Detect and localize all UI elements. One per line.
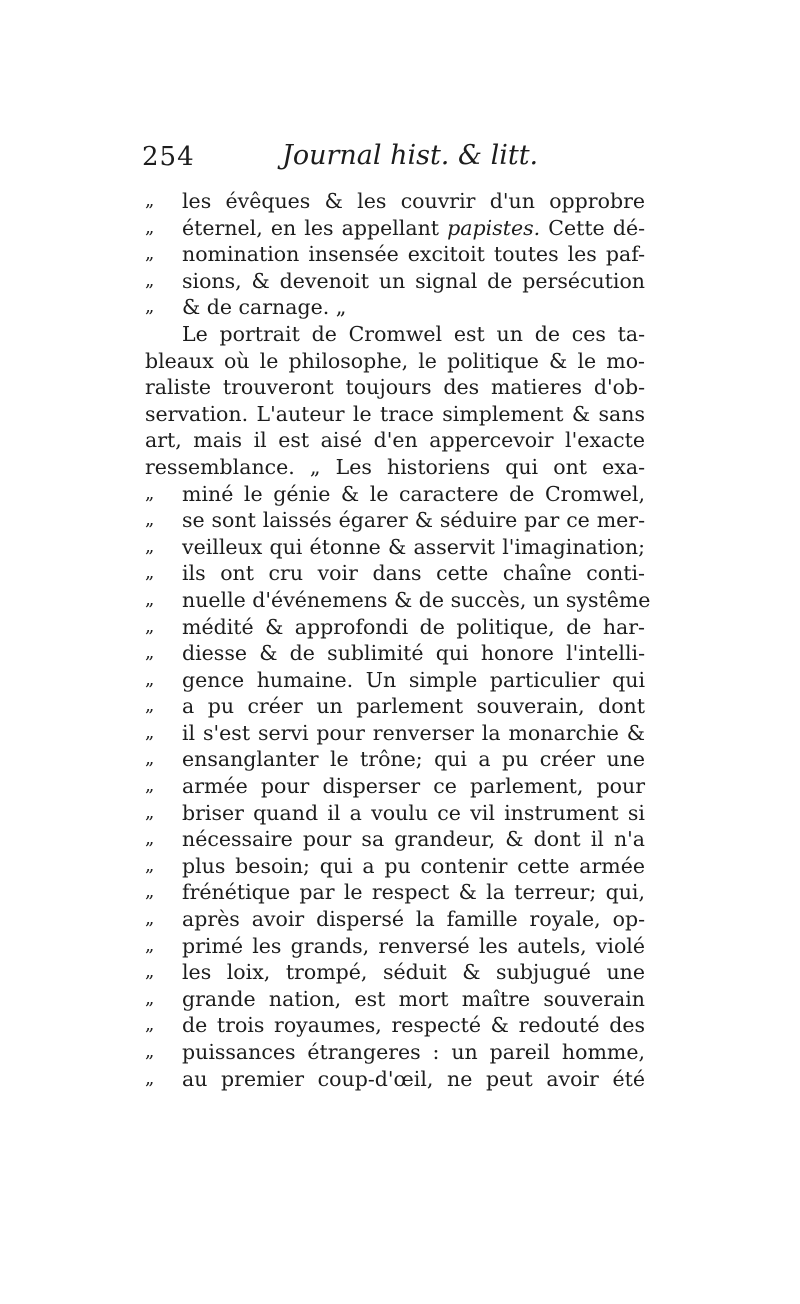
quote-mark: „ [145, 562, 155, 584]
line-text: diesse & de sublimité qui honore l'intelli- [182, 641, 645, 666]
quote-mark: „ [145, 775, 155, 797]
line-text: servation. L'auteur le trace simplement & sans [145, 401, 645, 426]
quote-mark: „ [145, 509, 155, 531]
line-text: éternel, en les appellant papistes. Cette dé- [182, 215, 645, 240]
quote-mark: „ [145, 801, 155, 823]
quote-mark: „ [145, 854, 155, 876]
text-line [145, 720, 645, 747]
text-line [145, 348, 645, 375]
text-line [145, 481, 645, 508]
text-line [145, 401, 645, 428]
quote-mark: „ [145, 828, 155, 850]
quote-mark: „ [145, 908, 155, 930]
quote-mark: „ [145, 269, 155, 291]
line-text: puissances étrangeres : un pareil homme, [182, 1040, 645, 1064]
text-line [145, 294, 645, 321]
text-line [145, 879, 645, 906]
quote-mark: „ [145, 721, 155, 743]
line-text: veilleux qui étonne & asservit l'imagination; [182, 534, 645, 559]
line-text: art, mais il est aisé d'en appercevoir l'exacte [145, 428, 645, 453]
line-text: au premier coup-d'œil, ne peut avoir été [182, 1066, 645, 1091]
quote-mark: „ [145, 748, 155, 770]
line-text: ressemblance. „ Les historiens qui ont exa- [145, 454, 645, 479]
line-text: se sont laissés égarer & séduire par ce mer- [182, 508, 645, 533]
text-line [145, 241, 645, 268]
text-line [145, 667, 645, 694]
text-line [145, 587, 651, 614]
quote-mark: „ [145, 296, 155, 318]
quote-mark: „ [145, 482, 155, 504]
text-line [145, 959, 645, 986]
text-line [145, 1012, 645, 1039]
line-text: a pu créer un parlement souverain, dont [182, 694, 645, 719]
line-text: raliste trouveront toujours des matieres d'ob- [145, 375, 645, 400]
line-text: primé les grands, renversé les autels, violé [182, 933, 645, 958]
text-line [145, 534, 645, 561]
line-text: les loix, trompé, séduit & subjugué une [182, 960, 645, 985]
text-line [145, 640, 645, 667]
line-text: nuelle d'événemens & de succès, un systême [182, 587, 651, 612]
quote-mark: „ [145, 243, 155, 265]
line-text: médité & approfondi de politique, de har- [182, 614, 645, 639]
quote-mark: „ [145, 216, 155, 238]
quote-mark: „ [145, 1014, 155, 1036]
text-line [145, 614, 645, 641]
line-text: après avoir dispersé la famille royale, op- [182, 907, 645, 932]
line-text: plus besoin; qui a pu contenir cette armée [182, 853, 645, 878]
line-text: briser quand il a voulu ce vil instrument si [182, 800, 645, 825]
text-line [145, 188, 645, 215]
line-text: de trois royaumes, respecté & redouté des [182, 1013, 645, 1038]
line-text: nomination insensée excitoit toutes les paf- [182, 242, 645, 267]
line-text: frénétique par le respect & la terreur; qui, [182, 880, 645, 905]
text-line [145, 374, 645, 401]
quote-mark: „ [145, 987, 155, 1009]
line-text: gence humaine. Un simple particulier qui [182, 667, 645, 692]
page-header [142, 140, 602, 180]
quote-mark: „ [145, 535, 155, 557]
page-number: 254 [142, 142, 195, 172]
line-text: Le portrait de Cromwel est un de ces ta- [182, 321, 645, 346]
line-text: sions, & devenoit un signal de persécution [182, 268, 645, 293]
text-line [145, 1066, 645, 1093]
text-line [145, 560, 645, 587]
running-head: Journal hist. & litt. [282, 140, 539, 171]
line-text: ensanglanter le trône; qui a pu créer une [182, 747, 645, 772]
line-text: bleaux où le philosophe, le politique & le mo- [145, 348, 645, 373]
text-line [145, 693, 645, 720]
text-line [145, 427, 645, 454]
line-text: il s'est servi pour renverser la monarchie & [182, 720, 645, 745]
quote-mark: „ [145, 934, 155, 956]
text-line [145, 933, 645, 960]
quote-mark: „ [145, 588, 155, 610]
line-text: nécessaire pour sa grandeur, & dont il n'a [182, 827, 645, 852]
text-line [145, 321, 645, 348]
text-line [145, 746, 645, 773]
quote-mark: „ [145, 1067, 155, 1089]
text-line [145, 800, 645, 827]
text-line [145, 215, 645, 242]
line-text: les évêques & les couvrir d'un opprobre [182, 189, 645, 213]
text-line [145, 853, 645, 880]
line-text: ils ont cru voir dans cette chaîne conti- [182, 561, 645, 586]
text-line [145, 268, 645, 295]
line-text: grande nation, est mort maître souverain [182, 986, 645, 1011]
quote-mark: „ [145, 695, 155, 717]
text-line [145, 1039, 645, 1066]
line-text: armée pour disperser ce parlement, pour [182, 774, 645, 799]
text-line [145, 986, 645, 1013]
quote-mark: „ [145, 1041, 155, 1062]
quote-mark: „ [145, 190, 155, 211]
text-line [145, 507, 645, 534]
text-line [145, 773, 645, 800]
quote-mark: „ [145, 668, 155, 690]
text-line [145, 454, 645, 481]
quote-mark: „ [145, 642, 155, 664]
body-text [145, 188, 651, 1092]
quote-mark: „ [145, 881, 155, 903]
text-line [145, 906, 645, 933]
line-text: & de carnage. „ [182, 295, 347, 320]
line-text: miné le génie & le caractere de Cromwel, [182, 481, 645, 506]
quote-mark: „ [145, 615, 155, 637]
text-line [145, 826, 645, 853]
quote-mark: „ [145, 961, 155, 983]
